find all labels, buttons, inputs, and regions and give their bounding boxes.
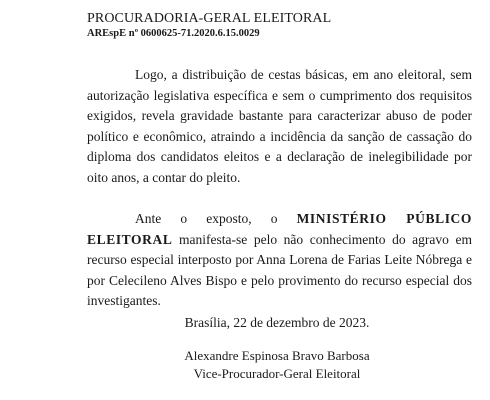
date-line: Brasília, 22 de dezembro de 2023. — [184, 315, 370, 330]
organization-name: PROCURADORIA-GERAL ELEITORAL — [87, 11, 332, 26]
signature-block — [0, 347, 490, 383]
paragraph-opinion — [87, 209, 472, 312]
opinion-intro-text: Ante o exposto, o — [135, 211, 297, 226]
document-header — [87, 10, 331, 41]
opinion-rest-text: manifesta-se pelo não conhecimento do agravo em recurso especial interposto por Anna Lorena de Farias Leite Nóbrega e por Celecileno Alves Bispo e pelo provimento do recurso especial dos investigantes. — [87, 231, 472, 308]
paragraph-conclusion: Logo, a distribuição de cestas básicas, em ano eleitoral, sem autorização legislativa específica e sem o cumprimento dos requisitos exigidos, revela gravidade bastante para caracterizar abuso de poder político e econômico, atraindo a incidência da sanção de cassação do diploma dos candidatos eleitos e a declaração de inelegibilidade por oito anos, a contar do pleito. — [87, 67, 472, 185]
signatory-name: Alexandre Espinosa Bravo Barbosa — [184, 348, 370, 363]
signatory-title: Vice-Procurador-Geral Eleitoral — [193, 366, 361, 381]
opinion-entity-name: MINISTÉRIO PÚBLICO ELEITORAL — [87, 211, 472, 247]
case-number: AREspE nº 0600625-71.2020.6.15.0029 — [87, 28, 260, 39]
